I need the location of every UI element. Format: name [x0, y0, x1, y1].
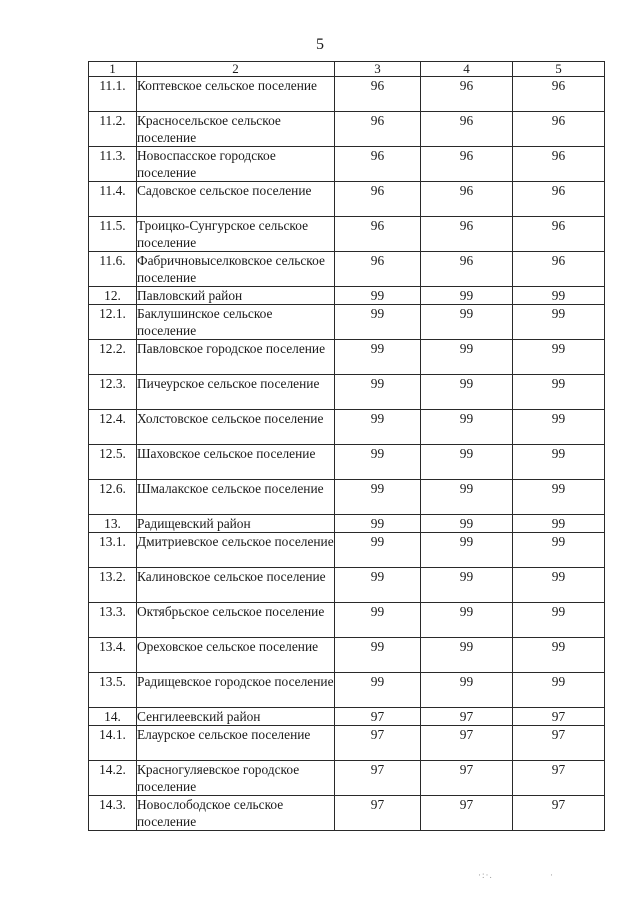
row-number: 14. — [89, 708, 137, 726]
row-value-col5: 96 — [513, 182, 605, 217]
row-value-col3: 99 — [335, 638, 421, 673]
row-value-col3: 99 — [335, 673, 421, 708]
row-value-col4: 97 — [421, 726, 513, 761]
row-number: 13.1. — [89, 533, 137, 568]
row-value-col5: 96 — [513, 112, 605, 147]
row-name: Павловское городское поселение — [137, 340, 335, 375]
table-row — [89, 252, 605, 287]
row-value-col4: 99 — [421, 340, 513, 375]
row-name: Коптевское сельское поселение — [137, 77, 335, 112]
row-value-col5: 96 — [513, 217, 605, 252]
scan-mark: ·:·. — [478, 870, 493, 880]
row-number: 12. — [89, 287, 137, 305]
row-number: 12.6. — [89, 480, 137, 515]
table-row — [89, 112, 605, 147]
row-number: 14.1. — [89, 726, 137, 761]
row-number: 11.1. — [89, 77, 137, 112]
row-value-col4: 96 — [421, 77, 513, 112]
table-row — [89, 287, 605, 305]
row-value-col3: 97 — [335, 708, 421, 726]
row-name: Шаховское сельское поселение — [137, 445, 335, 480]
row-value-col5: 99 — [513, 673, 605, 708]
row-value-col3: 99 — [335, 375, 421, 410]
row-number: 13.2. — [89, 568, 137, 603]
row-value-col5: 99 — [513, 480, 605, 515]
row-name: Радищевский район — [137, 515, 335, 533]
row-number: 14.2. — [89, 761, 137, 796]
row-value-col3: 99 — [335, 480, 421, 515]
scan-mark: · — [550, 870, 554, 880]
row-value-col3: 99 — [335, 410, 421, 445]
row-name: Садовское сельское поселение — [137, 182, 335, 217]
row-value-col3: 96 — [335, 217, 421, 252]
table-body — [89, 62, 605, 831]
row-number: 13.5. — [89, 673, 137, 708]
row-value-col4: 99 — [421, 603, 513, 638]
table-row — [89, 340, 605, 375]
table-row — [89, 761, 605, 796]
table-row — [89, 568, 605, 603]
column-header: 2 — [137, 62, 335, 77]
row-value-col5: 97 — [513, 726, 605, 761]
row-value-col5: 99 — [513, 603, 605, 638]
column-header: 4 — [421, 62, 513, 77]
row-number: 11.6. — [89, 252, 137, 287]
row-value-col5: 99 — [513, 533, 605, 568]
row-number: 13. — [89, 515, 137, 533]
row-value-col4: 99 — [421, 287, 513, 305]
table-row — [89, 603, 605, 638]
row-name: Баклушинское сельское поселение — [137, 305, 335, 340]
row-number: 12.1. — [89, 305, 137, 340]
column-header: 3 — [335, 62, 421, 77]
row-value-col3: 96 — [335, 252, 421, 287]
table-row — [89, 515, 605, 533]
table-row — [89, 726, 605, 761]
table-row — [89, 708, 605, 726]
table-row — [89, 217, 605, 252]
row-value-col5: 99 — [513, 375, 605, 410]
row-value-col5: 96 — [513, 147, 605, 182]
row-value-col3: 99 — [335, 287, 421, 305]
row-name: Ореховское сельское поселение — [137, 638, 335, 673]
data-table — [88, 61, 605, 831]
row-value-col5: 96 — [513, 77, 605, 112]
table-row — [89, 305, 605, 340]
row-name: Красносельское сельское поселение — [137, 112, 335, 147]
row-value-col4: 99 — [421, 305, 513, 340]
row-value-col3: 97 — [335, 796, 421, 831]
table-row — [89, 410, 605, 445]
row-value-col5: 97 — [513, 761, 605, 796]
row-value-col4: 99 — [421, 533, 513, 568]
row-value-col3: 99 — [335, 445, 421, 480]
row-value-col4: 99 — [421, 410, 513, 445]
row-name: Троицко-Сунгурское сельское поселение — [137, 217, 335, 252]
table-row — [89, 480, 605, 515]
table-row — [89, 445, 605, 480]
row-number: 11.3. — [89, 147, 137, 182]
row-value-col5: 99 — [513, 638, 605, 673]
row-value-col5: 97 — [513, 708, 605, 726]
row-value-col5: 96 — [513, 252, 605, 287]
row-name: Шмалакское сельское поселение — [137, 480, 335, 515]
row-value-col4: 96 — [421, 217, 513, 252]
row-value-col4: 99 — [421, 480, 513, 515]
row-value-col3: 99 — [335, 603, 421, 638]
table-row — [89, 673, 605, 708]
row-value-col4: 97 — [421, 761, 513, 796]
row-value-col4: 99 — [421, 375, 513, 410]
row-value-col5: 99 — [513, 287, 605, 305]
row-name: Холстовское сельское поселение — [137, 410, 335, 445]
row-value-col3: 99 — [335, 515, 421, 533]
row-number: 13.3. — [89, 603, 137, 638]
row-value-col4: 96 — [421, 147, 513, 182]
row-value-col5: 99 — [513, 410, 605, 445]
row-name: Новослободское сельское поселение — [137, 796, 335, 831]
row-name: Фабричновыселковское сельское поселение — [137, 252, 335, 287]
row-number: 12.2. — [89, 340, 137, 375]
row-name: Сенгилеевский район — [137, 708, 335, 726]
row-value-col4: 96 — [421, 252, 513, 287]
row-value-col3: 96 — [335, 77, 421, 112]
table-row — [89, 796, 605, 831]
row-value-col4: 96 — [421, 182, 513, 217]
row-name: Елаурское сельское поселение — [137, 726, 335, 761]
row-value-col5: 99 — [513, 568, 605, 603]
row-value-col3: 99 — [335, 305, 421, 340]
row-value-col4: 99 — [421, 638, 513, 673]
row-value-col4: 97 — [421, 796, 513, 831]
row-value-col3: 97 — [335, 761, 421, 796]
row-value-col4: 99 — [421, 515, 513, 533]
row-number: 12.3. — [89, 375, 137, 410]
row-name: Пичеурское сельское поселение — [137, 375, 335, 410]
row-value-col3: 99 — [335, 533, 421, 568]
row-name: Октябрьское сельское поселение — [137, 603, 335, 638]
row-value-col3: 99 — [335, 568, 421, 603]
column-header: 5 — [513, 62, 605, 77]
table-row — [89, 375, 605, 410]
table-header-row — [89, 62, 605, 77]
row-value-col4: 96 — [421, 112, 513, 147]
row-number: 13.4. — [89, 638, 137, 673]
table-row — [89, 147, 605, 182]
row-number: 11.4. — [89, 182, 137, 217]
row-number: 14.3. — [89, 796, 137, 831]
row-value-col3: 96 — [335, 182, 421, 217]
page-number: 5 — [316, 36, 324, 53]
table-row — [89, 77, 605, 112]
row-value-col5: 99 — [513, 305, 605, 340]
row-value-col4: 99 — [421, 673, 513, 708]
row-value-col5: 97 — [513, 796, 605, 831]
row-value-col5: 99 — [513, 515, 605, 533]
row-value-col4: 97 — [421, 708, 513, 726]
row-number: 12.5. — [89, 445, 137, 480]
row-value-col3: 97 — [335, 726, 421, 761]
row-name: Новоспасское городское поселение — [137, 147, 335, 182]
table-row — [89, 533, 605, 568]
row-name: Красногуляевское городское поселение — [137, 761, 335, 796]
row-number: 12.4. — [89, 410, 137, 445]
row-value-col4: 99 — [421, 445, 513, 480]
row-value-col3: 96 — [335, 112, 421, 147]
table-row — [89, 638, 605, 673]
row-name: Дмитриевское сельское поселение — [137, 533, 335, 568]
row-number: 11.5. — [89, 217, 137, 252]
row-value-col5: 99 — [513, 445, 605, 480]
row-name: Павловский район — [137, 287, 335, 305]
row-value-col5: 99 — [513, 340, 605, 375]
row-number: 11.2. — [89, 112, 137, 147]
table-row — [89, 182, 605, 217]
row-value-col3: 96 — [335, 147, 421, 182]
row-value-col3: 99 — [335, 340, 421, 375]
row-name: Радищевское городское поселение — [137, 673, 335, 708]
row-value-col4: 99 — [421, 568, 513, 603]
row-name: Калиновское сельское поселение — [137, 568, 335, 603]
column-header: 1 — [89, 62, 137, 77]
